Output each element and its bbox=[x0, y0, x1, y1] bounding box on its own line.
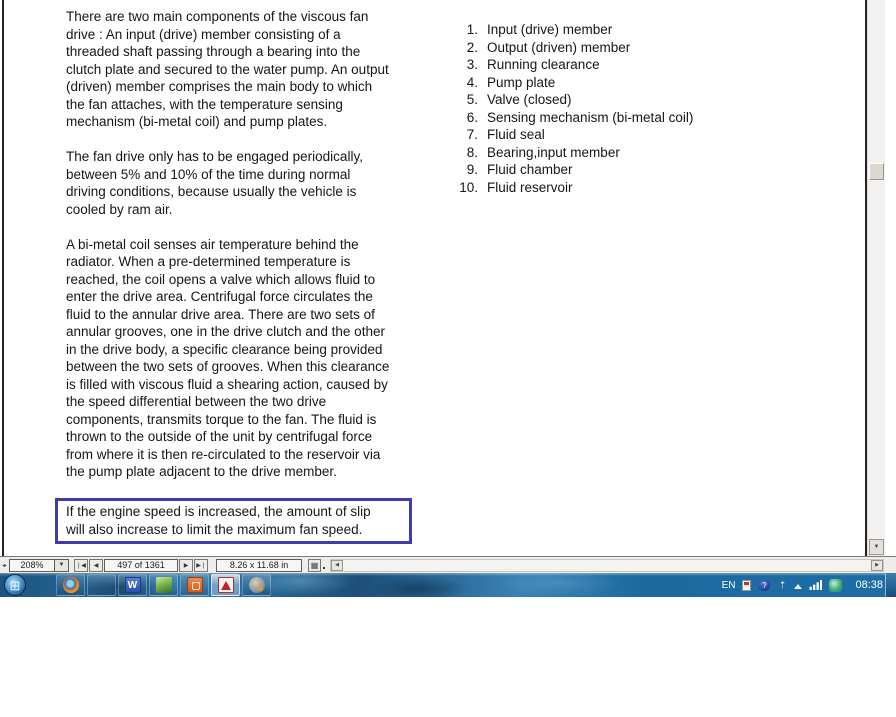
list-item-label: Fluid seal bbox=[487, 127, 545, 142]
list-item-label: Fluid chamber bbox=[487, 162, 573, 177]
text-line: is filled with viscous fluid a shearing action, caused by bbox=[66, 376, 388, 392]
list-item-number: 3. bbox=[466, 57, 478, 72]
paragraph bbox=[66, 148, 438, 218]
show-desktop-button[interactable] bbox=[885, 573, 896, 597]
statusbar-dot bbox=[323, 567, 325, 569]
orange-app-icon bbox=[187, 577, 203, 593]
paragraph bbox=[66, 8, 438, 131]
list-item-label: Bearing,input member bbox=[487, 144, 620, 160]
list-item bbox=[452, 179, 693, 197]
list-item-number: 5. bbox=[466, 92, 478, 107]
firefox-icon bbox=[63, 577, 79, 593]
page-indicator-field[interactable] bbox=[104, 559, 178, 572]
text-line: the speed differential between the two drive bbox=[66, 394, 327, 409]
show-hidden-icons-arrow[interactable] bbox=[794, 584, 802, 589]
note-text-line: will also increase to limit the maximum fan speed. bbox=[66, 521, 363, 537]
text-line: There are two main components of the viscous fan bbox=[66, 9, 369, 24]
vertical-scrollbar[interactable] bbox=[867, 0, 885, 556]
list-item-number: 4. bbox=[466, 74, 478, 90]
windows-taskbar bbox=[0, 573, 896, 597]
zoom-level-field[interactable] bbox=[9, 559, 55, 572]
list-item bbox=[452, 144, 693, 162]
page-layout-button[interactable] bbox=[308, 559, 321, 572]
text-line: fluid to the annular drive area. There are two sets of bbox=[66, 306, 375, 322]
page-left-edge bbox=[2, 0, 4, 556]
vertical-scrollbar-thumb[interactable] bbox=[869, 163, 884, 180]
windows-logo-icon: ⊞ bbox=[9, 577, 21, 593]
chevron-down-icon: ▼ bbox=[58, 562, 65, 568]
usb-eject-icon[interactable]: ⇡ bbox=[778, 579, 787, 590]
zoom-level-value: 208% bbox=[20, 560, 44, 570]
list-item-number: 1. bbox=[466, 22, 478, 37]
scroll-right-button[interactable] bbox=[871, 560, 883, 571]
taskbar-button-word[interactable] bbox=[118, 574, 147, 596]
list-item bbox=[452, 74, 693, 92]
text-line: from where it is then re-circulated to the reservoir via bbox=[66, 446, 381, 462]
scroll-down-icon: ▼ bbox=[873, 544, 880, 550]
note-text-line: If the engine speed is increased, the amount of slip bbox=[66, 504, 371, 519]
paragraph bbox=[66, 236, 438, 481]
text-line: mechanism (bi-metal coil) and pump plates. bbox=[66, 114, 328, 129]
text-line: between the two sets of grooves. When this clearance bbox=[66, 359, 390, 374]
list-item-label: Sensing mechanism (bi-metal coil) bbox=[487, 109, 694, 125]
text-line: reached, the coil opens a valve which allows fluid to bbox=[66, 271, 376, 287]
help-tray-icon[interactable] bbox=[758, 579, 770, 591]
text-line: drive : An input (drive) member consisting of a bbox=[66, 26, 341, 42]
text-line: the pump plate adjacent to the drive member. bbox=[66, 464, 337, 479]
list-item bbox=[452, 91, 693, 109]
list-item-label: Input (drive) member bbox=[487, 22, 613, 37]
taskbar-buttons bbox=[56, 573, 273, 597]
text-line: clutch plate and secured to the water pump. An output bbox=[66, 61, 389, 77]
taskbar-button-orange-app[interactable] bbox=[180, 574, 209, 596]
page-size-field bbox=[216, 559, 302, 572]
list-item-number: 8. bbox=[466, 144, 478, 160]
start-button[interactable] bbox=[4, 574, 26, 596]
taskbar-button-firefox[interactable] bbox=[56, 574, 85, 596]
horizontal-scrollbar-track[interactable] bbox=[343, 560, 871, 571]
list-item bbox=[452, 109, 693, 127]
text-line: threaded shaft passing through a bearing into the bbox=[66, 44, 361, 59]
system-tray bbox=[722, 573, 883, 597]
previous-page-button[interactable] bbox=[89, 559, 103, 572]
text-line: in the drive body, a specific clearance being provided bbox=[66, 341, 383, 357]
list-item bbox=[452, 56, 693, 74]
list-item-label: Running clearance bbox=[487, 57, 600, 72]
list-item-label: Output (driven) member bbox=[487, 39, 631, 55]
browser-globe-icon bbox=[249, 577, 265, 593]
first-page-button[interactable] bbox=[74, 559, 88, 572]
text-line: annular grooves, one in the drive clutch and the other bbox=[66, 324, 385, 339]
highlighted-note-box bbox=[55, 498, 412, 544]
list-item-number: 6. bbox=[466, 109, 478, 125]
question-mark-icon: ? bbox=[762, 580, 767, 590]
page-indicator-value: 497 of 1361 bbox=[117, 560, 165, 570]
text-line: between 5% and 10% of the time during normal bbox=[66, 166, 351, 182]
word-icon: W bbox=[125, 577, 141, 593]
list-item-label: Pump plate bbox=[487, 74, 556, 90]
list-item-label: Valve (closed) bbox=[487, 92, 572, 107]
list-item-number: 10. bbox=[459, 179, 478, 195]
text-line: the fan attaches, with the temperature sensing bbox=[66, 96, 343, 112]
list-item-number: 2. bbox=[466, 39, 478, 55]
document-tray-icon[interactable] bbox=[742, 580, 751, 591]
explorer-icon bbox=[94, 577, 110, 593]
list-item-number: 9. bbox=[466, 162, 478, 177]
adobe-reader-icon bbox=[218, 577, 234, 593]
parts-numbered-list bbox=[452, 21, 693, 196]
text-line: thrown to the outside of the unit by centrifugal force bbox=[66, 429, 373, 444]
list-item-label: Fluid reservoir bbox=[487, 179, 573, 195]
taskbar-button-browser-globe[interactable] bbox=[242, 574, 271, 596]
first-page-icon: ❘◀ bbox=[76, 562, 86, 569]
taskbar-clock[interactable]: 08:38 bbox=[855, 579, 883, 591]
splitter-handle-icon[interactable]: ◂▸ bbox=[2, 562, 7, 569]
viewer-statusbar bbox=[0, 556, 896, 573]
page-layout-icon: ▦ bbox=[310, 560, 319, 570]
list-item bbox=[452, 161, 693, 179]
taskbar-button-explorer[interactable] bbox=[87, 574, 116, 596]
previous-page-icon: ◀ bbox=[93, 562, 99, 569]
list-item bbox=[452, 39, 693, 57]
last-page-icon: ▶❘ bbox=[196, 562, 206, 569]
text-line: driving conditions, because usually the vehicle is bbox=[66, 184, 357, 199]
text-line: The fan drive only has to be engaged periodically, bbox=[66, 149, 363, 164]
text-line: A bi-metal coil senses air temperature behind the bbox=[66, 236, 359, 252]
text-line: components, transmits torque to the fan. The fluid is bbox=[66, 411, 377, 427]
page-size-value: 8.26 x 11.68 in bbox=[229, 560, 289, 570]
green-app-icon bbox=[156, 577, 172, 593]
next-page-icon: ▶ bbox=[183, 562, 189, 569]
text-line: radiator. When a pre-determined temperature is bbox=[66, 254, 351, 269]
language-indicator[interactable]: EN bbox=[721, 579, 736, 591]
last-page-button[interactable] bbox=[194, 559, 208, 572]
scroll-left-icon: ◀ bbox=[335, 562, 339, 568]
text-line: enter the drive area. Centrifugal force circulates the bbox=[66, 289, 373, 304]
text-line: cooled by ram air. bbox=[66, 201, 173, 217]
scroll-right-icon: ▶ bbox=[875, 562, 879, 568]
taskbar-button-green-app[interactable] bbox=[149, 574, 178, 596]
list-item bbox=[452, 126, 693, 144]
horizontal-scrollbar[interactable] bbox=[330, 559, 884, 572]
scroll-down-button[interactable] bbox=[869, 539, 884, 555]
zoom-dropdown-button[interactable] bbox=[55, 559, 69, 572]
list-item-number: 7. bbox=[466, 127, 478, 142]
body-text-column bbox=[66, 8, 438, 544]
scroll-left-button[interactable] bbox=[331, 560, 343, 571]
text-line: (driven) member comprises the main body to which bbox=[66, 79, 373, 94]
taskbar-button-adobe-reader[interactable] bbox=[211, 574, 240, 596]
next-page-button[interactable] bbox=[179, 559, 193, 572]
network-signal-icon[interactable] bbox=[809, 580, 822, 590]
antivirus-tray-icon[interactable] bbox=[829, 579, 842, 592]
list-item bbox=[452, 21, 693, 39]
